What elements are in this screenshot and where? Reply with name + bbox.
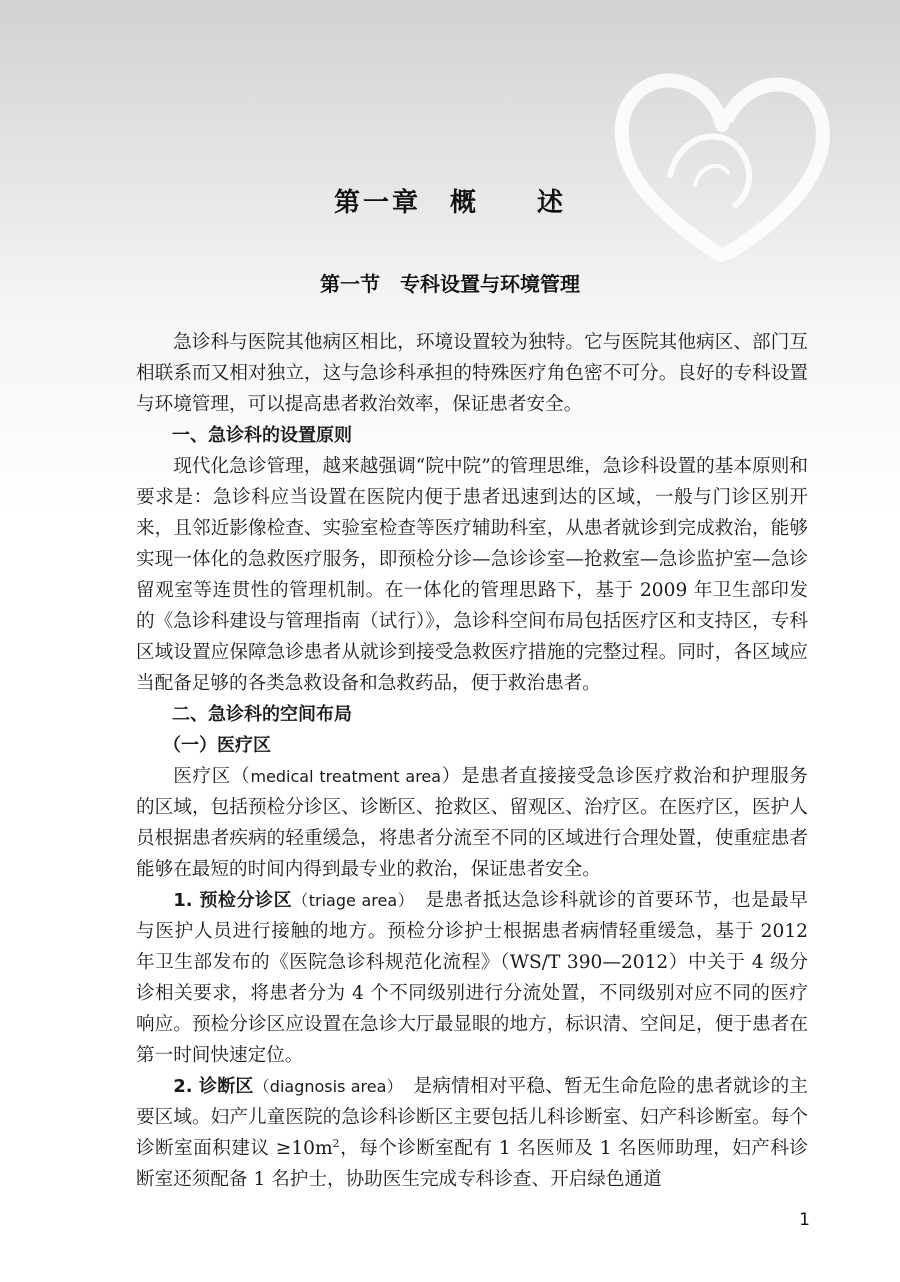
area-unit-superscript: 2 bbox=[332, 1136, 340, 1150]
heading-setting-principles: 一、急诊科的设置原则 bbox=[172, 425, 352, 446]
body-text bbox=[136, 327, 808, 1195]
page-number: 1 bbox=[799, 1210, 810, 1230]
diagnosis-area-label: 2. 诊断区 bbox=[173, 1076, 254, 1097]
medical-area-term-en: medical treatment area bbox=[250, 767, 442, 786]
diagnosis-area-term-en: （diagnosis area） bbox=[253, 1077, 395, 1096]
paragraph-medical-area bbox=[136, 761, 808, 885]
triage-area-label: 1. 预检分诊区 bbox=[173, 890, 293, 911]
triage-area-text: 是患者抵达急诊科就诊的首要环节，也是最早与医护人员进行接触的地方。预检分诊护士根据患者病情轻重缓急，基于 2012 年卫生部发布的《医院急诊科规范化流程》（WS/T 390—2012）中关于 4 级分诊相关要求，将患者分为 4 个不同级别进行分流处置，不同级别对应不同的医疗响应。预检分诊区应设置在急诊大厅最显眼的地方，标识清、空间足，便于患者在第一时间快速定位。 bbox=[136, 890, 808, 1066]
paragraph-diagnosis-area bbox=[136, 1071, 808, 1195]
triage-area-term-en: （triage area） bbox=[292, 891, 407, 910]
heart-logo-watermark bbox=[600, 55, 840, 270]
chapter-title: 第一章 概 述 bbox=[333, 188, 566, 218]
intro-paragraph: 急诊科与医院其他病区相比，环境设置较为独特。它与医院其他病区、部门互相联系而又相对独立，这与急诊科承担的特殊医疗角色密不可分。良好的专科设置与环境管理，可以提高患者救治效率，保证患者安全。 bbox=[136, 332, 808, 415]
heading-spatial-layout: 二、急诊科的空间布局 bbox=[172, 704, 352, 725]
paragraph-setting-principles: 现代化急诊管理，越来越强调“院中院”的管理思维，急诊科设置的基本原则和要求是：急诊科应当设置在医院内便于患者迅速到达的区域，一般与门诊区别开来，且邻近影像检查、实验室检查等医疗辅助科室，从患者就诊到完成救治，能够实现一体化的急救医疗服务，即预检分诊—急诊诊室—抢救室—急诊监护室—急诊留观室等连贯性的管理机制。在一体化的管理思路下，基于 2009 年卫生部印发的《急诊科建设与管理指南（试行）》，急诊科空间布局包括医疗区和支持区，专科区域设置应保障急诊患者从就诊到接受急救医疗措施的完整过程。同时，各区域应当配备足够的各类急救设备和急救药品，便于救治患者。 bbox=[136, 456, 808, 694]
subheading-medical-area: （一）医疗区 bbox=[163, 735, 271, 756]
medical-area-text: ）是患者直接接受急诊医疗救治和护理服务的区域，包括预检分诊区、诊断区、抢救区、留观区、治疗区。在医疗区，医护人员根据患者疾病的轻重缓急，将患者分流至不同的区域进行合理处置，使重症患者能够在最短的时间内得到最专业的救治，保证患者安全。 bbox=[136, 766, 808, 880]
medical-area-prefix: 医疗区（ bbox=[173, 766, 251, 787]
paragraph-triage-area bbox=[136, 885, 808, 1071]
diagnosis-area-text-cont: ，每个诊断室配有 1 名医师及 1 名医师助理，妇产科诊断室还须配备 1 名护士，协助医生完成专科诊查、开启绿色通道 bbox=[136, 1138, 808, 1190]
diagnosis-area-text: 是病情相对平稳、暂无生命危险的患者就诊的主要区域。妇产儿童医院的急诊科诊断区主要包括儿科诊断室、妇产科诊断室。每个诊断室面积建议 ≥10m bbox=[136, 1076, 808, 1159]
section-title: 第一节 专科设置与环境管理 bbox=[320, 272, 580, 296]
